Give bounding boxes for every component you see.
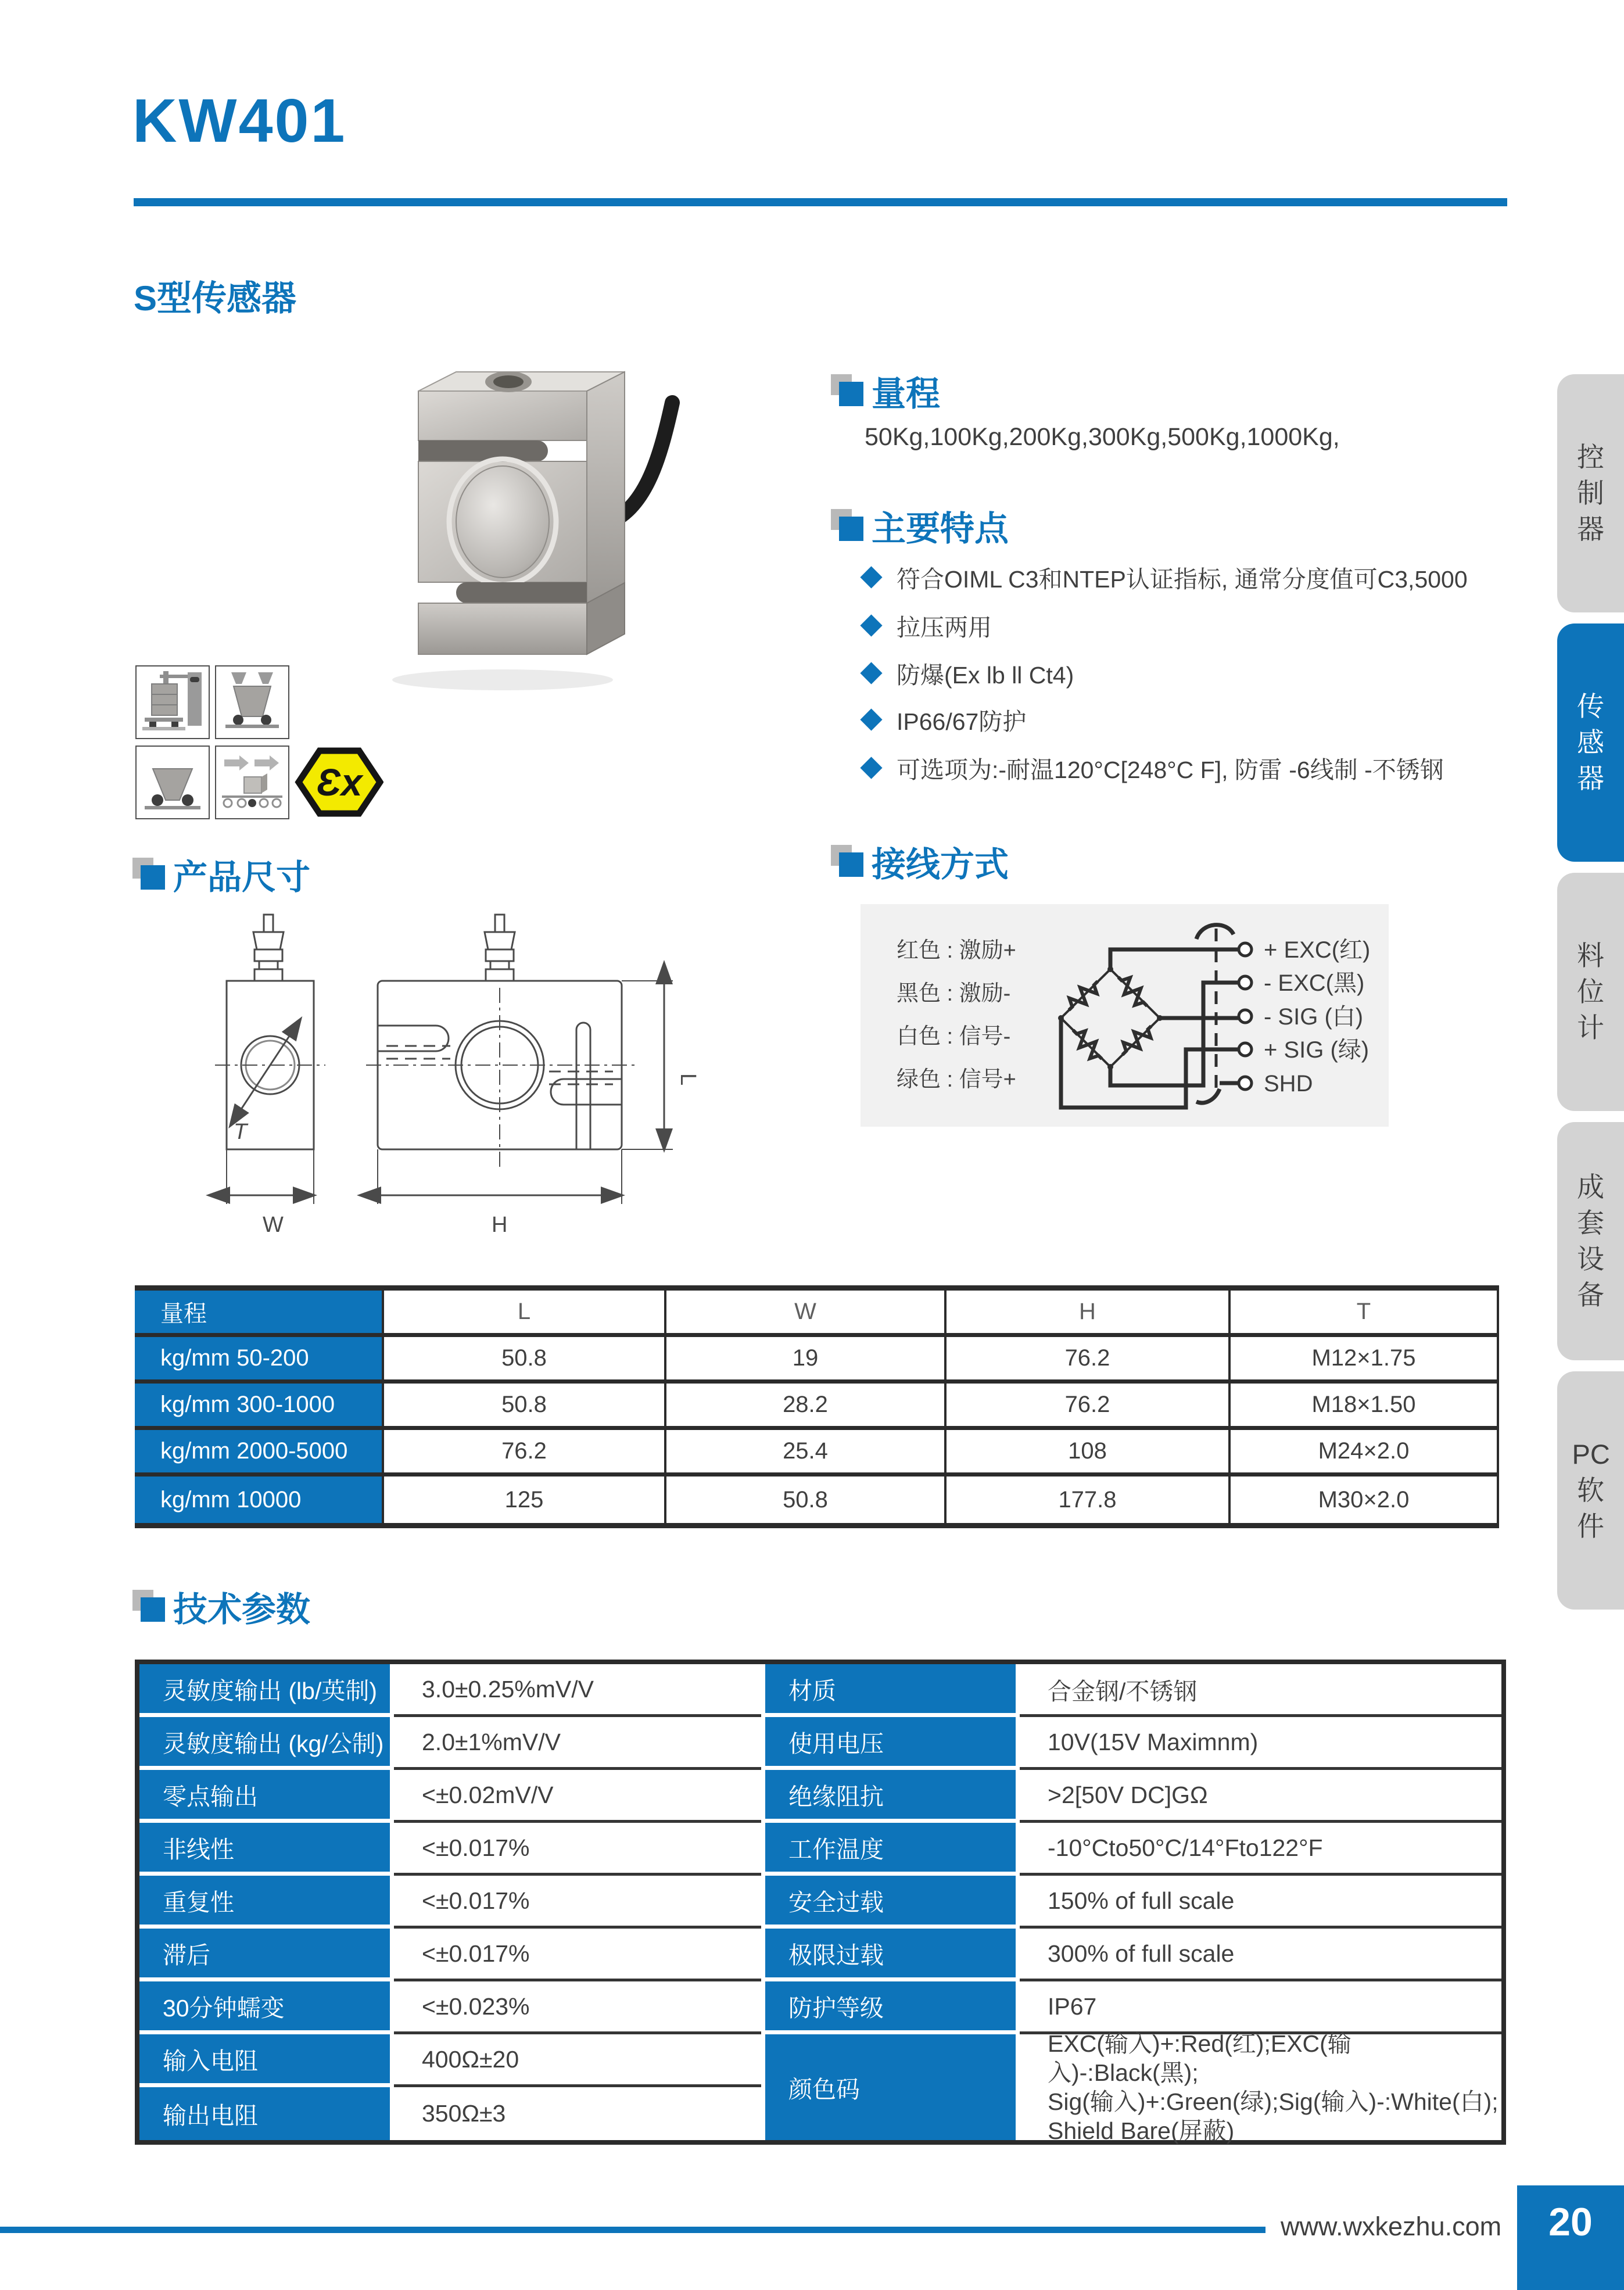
table-cell: 177.8: [944, 1477, 1228, 1523]
application-icon-conveyor: [215, 746, 289, 819]
table-cell: 125: [382, 1477, 664, 1523]
heading-bullet-icon: [831, 844, 866, 879]
section-heading-tech: [132, 1582, 310, 1631]
color-code-line: Shield Bare(屏蔽): [1048, 2117, 1235, 2145]
terminal-label-shd: SHD: [1264, 1071, 1313, 1096]
dimensions-table: [135, 1285, 1499, 1528]
ex-atex-badge: [294, 741, 383, 823]
table-header-cell: W: [664, 1291, 944, 1337]
dim-label-l: L: [676, 1073, 700, 1086]
param-label: 绝缘阻抗: [761, 1770, 1020, 1823]
diamond-bullet-icon: [860, 566, 882, 588]
param-label: 零点输出: [139, 1770, 394, 1823]
dimension-drawing: [145, 906, 715, 1267]
sidebar-tab-sensors[interactable]: [1557, 623, 1624, 862]
param-value: >2[50V DC]GΩ: [1020, 1770, 1501, 1823]
table-cell: 28.2: [664, 1384, 944, 1430]
param-label: 输入电阻: [139, 2034, 394, 2087]
param-value: <±0.017%: [394, 1929, 761, 1981]
feature-item: [863, 559, 1468, 595]
table-cell: 25.4: [664, 1430, 944, 1477]
page-title: KW401: [132, 87, 347, 155]
wire-label-white: 白色 : 信号-: [897, 1024, 1011, 1049]
dimensions-title: 产品尺寸: [173, 858, 311, 897]
wire-label-green: 绿色 : 信号+: [897, 1067, 1016, 1092]
param-value: 350Ω±3: [422, 2100, 506, 2127]
ex-badge-text: Ɛx: [316, 761, 363, 804]
param-label: 30分钟蠕变: [139, 1981, 394, 2034]
param-label: 材质: [761, 1664, 1020, 1717]
heading-bullet-icon: [831, 508, 866, 543]
table-cell: kg/mm 10000: [135, 1477, 382, 1523]
table-cell: 76.2: [382, 1430, 664, 1477]
param-label: 防护等级: [761, 1981, 1020, 2034]
product-photo: [311, 336, 694, 699]
table-header-cell: 量程: [135, 1291, 382, 1337]
param-value: <±0.017%: [394, 1876, 761, 1929]
feature-item: [863, 701, 1026, 737]
param-value: 10V(15V Maximnm): [1020, 1717, 1501, 1770]
feature-text: 符合OIML C3和NTEP认证指标, 通常分度值可C3,5000: [897, 565, 1468, 593]
tab-label: PC 软 件: [1572, 1438, 1610, 1542]
wiring-title: 接线方式: [872, 845, 1009, 884]
wiring-diagram-panel: [861, 904, 1389, 1127]
param-label: 工作温度: [761, 1823, 1020, 1876]
diamond-bullet-icon: [860, 662, 882, 684]
title-divider: [134, 198, 1507, 206]
tab-label: 成 套 设 备: [1577, 1171, 1604, 1311]
heading-bullet-icon: [132, 1589, 167, 1624]
wire-label-red: 红色 : 激励+: [897, 938, 1016, 963]
feature-item: [863, 750, 1444, 786]
color-code-line: Sig(输入)+:Green(绿);Sig(输入)-:White(白);: [1048, 2088, 1498, 2115]
diamond-bullet-icon: [860, 614, 882, 636]
dim-label-h: H: [492, 1213, 508, 1237]
param-label: 灵敏度输出 (lb/英制): [139, 1664, 394, 1717]
table-cell: M24×2.0: [1228, 1430, 1497, 1477]
sidebar-tab-pc-software[interactable]: [1557, 1371, 1624, 1610]
param-value: IP67: [1020, 1981, 1501, 2034]
table-cell: M30×2.0: [1228, 1477, 1497, 1523]
sidebar-tab-level-gauges[interactable]: [1557, 873, 1624, 1111]
param-value: 150% of full scale: [1020, 1876, 1501, 1929]
tab-label: 料 位 计: [1577, 940, 1604, 1044]
tech-title: 技术参数: [173, 1590, 311, 1629]
param-label: 使用电压: [761, 1717, 1020, 1770]
wire-label-black: 黑色 : 激励-: [897, 981, 1011, 1006]
product-name: S型传感器: [134, 279, 297, 318]
param-label: 重复性: [139, 1876, 394, 1929]
application-icon-tank-weighing: [135, 665, 210, 739]
tab-label: 传 感 器: [1577, 690, 1604, 794]
heading-bullet-icon: [831, 374, 866, 408]
dim-label-t: T: [234, 1120, 248, 1144]
footer-divider: [0, 2227, 1265, 2233]
param-value: 300% of full scale: [1020, 1929, 1501, 1981]
table-cell: kg/mm 50-200: [135, 1337, 382, 1384]
diamond-bullet-icon: [860, 708, 882, 730]
table-cell: 76.2: [944, 1337, 1228, 1384]
table-cell: 76.2: [944, 1384, 1228, 1430]
table-header-cell: T: [1228, 1291, 1497, 1337]
table-cell: kg/mm 300-1000: [135, 1384, 382, 1430]
param-label: 滞后: [139, 1929, 394, 1981]
param-value: -10°Cto50°C/14°Fto122°F: [1020, 1823, 1501, 1876]
sidebar-tab-controllers[interactable]: [1557, 374, 1624, 612]
page-number-badge: 20: [1517, 2185, 1624, 2290]
section-heading-range: [831, 366, 940, 415]
section-heading-dimensions: [132, 850, 310, 899]
terminal-label-sig-minus: - SIG (白): [1264, 1004, 1364, 1030]
table-header-cell: H: [944, 1291, 1228, 1337]
param-label: 灵敏度输出 (kg/公制): [139, 1717, 394, 1770]
feature-text: IP66/67防护: [897, 708, 1027, 735]
tab-label: 控 制 器: [1577, 441, 1604, 545]
param-value: <±0.023%: [394, 1981, 761, 2034]
feature-text: 防爆(Ex lb ll Ct4): [897, 661, 1074, 689]
param-value: <±0.017%: [394, 1823, 761, 1876]
website-link[interactable]: www.wxkezhu.com: [1281, 2212, 1502, 2241]
features-title: 主要特点: [872, 510, 1009, 548]
param-label: 颜色码: [761, 2034, 1020, 2140]
application-icon-hopper: [135, 746, 210, 819]
tech-parameters-table: [135, 1660, 1506, 2145]
feature-text: 拉压两用: [897, 614, 992, 641]
section-heading-wiring: [831, 837, 1009, 886]
terminal-label-exc-plus: + EXC(红): [1264, 937, 1371, 963]
range-value: 50Kg,100Kg,200Kg,300Kg,500Kg,1000Kg,: [865, 423, 1340, 451]
param-label: 输出电阻: [139, 2087, 394, 2140]
table-cell: kg/mm 2000-5000: [135, 1430, 382, 1477]
param-value: 合金钢/不锈钢: [1020, 1664, 1501, 1717]
feature-text: 可选项为:-耐温120°C[248°C F], 防雷 -6线制 -不锈钢: [897, 756, 1444, 783]
diamond-bullet-icon: [860, 757, 882, 779]
table-cell: M18×1.50: [1228, 1384, 1497, 1430]
section-heading-features: [831, 501, 1009, 550]
table-cell: 50.8: [664, 1477, 944, 1523]
table-header-cell: L: [382, 1291, 664, 1337]
param-label: 非线性: [139, 1823, 394, 1876]
dim-label-w: W: [263, 1213, 284, 1237]
terminal-label-sig-plus: + SIG (绿): [1264, 1037, 1370, 1063]
s-type-load-cell-photo: [311, 336, 694, 699]
param-value-color-code: [1020, 2030, 1501, 2145]
param-value: 3.0±0.25%mV/V: [394, 1664, 761, 1717]
table-cell: M12×1.75: [1228, 1337, 1497, 1384]
param-value: 400Ω±20: [394, 2034, 761, 2087]
feature-item: [863, 607, 992, 643]
application-icon-dual-hopper: [215, 665, 289, 739]
table-cell: 50.8: [382, 1384, 664, 1430]
feature-item: [863, 655, 1074, 691]
range-title: 量程: [872, 375, 941, 413]
heading-bullet-icon: [132, 857, 167, 892]
terminal-label-exc-minus: - EXC(黑): [1264, 970, 1365, 996]
param-value: <±0.02mV/V: [394, 1770, 761, 1823]
param-label: 安全过载: [761, 1876, 1020, 1929]
table-cell: 19: [664, 1337, 944, 1384]
color-code-line: EXC(输入)+:Red(红);EXC(输入)-:Black(黑);: [1048, 2030, 1351, 2086]
table-cell: 108: [944, 1430, 1228, 1477]
sidebar-tab-complete-equipment[interactable]: [1557, 1122, 1624, 1360]
table-cell: 50.8: [382, 1337, 664, 1384]
param-label: 极限过载: [761, 1929, 1020, 1981]
param-value: 2.0±1%mV/V: [394, 1717, 761, 1770]
wheatstone-bridge-diagram: [861, 904, 1389, 1127]
